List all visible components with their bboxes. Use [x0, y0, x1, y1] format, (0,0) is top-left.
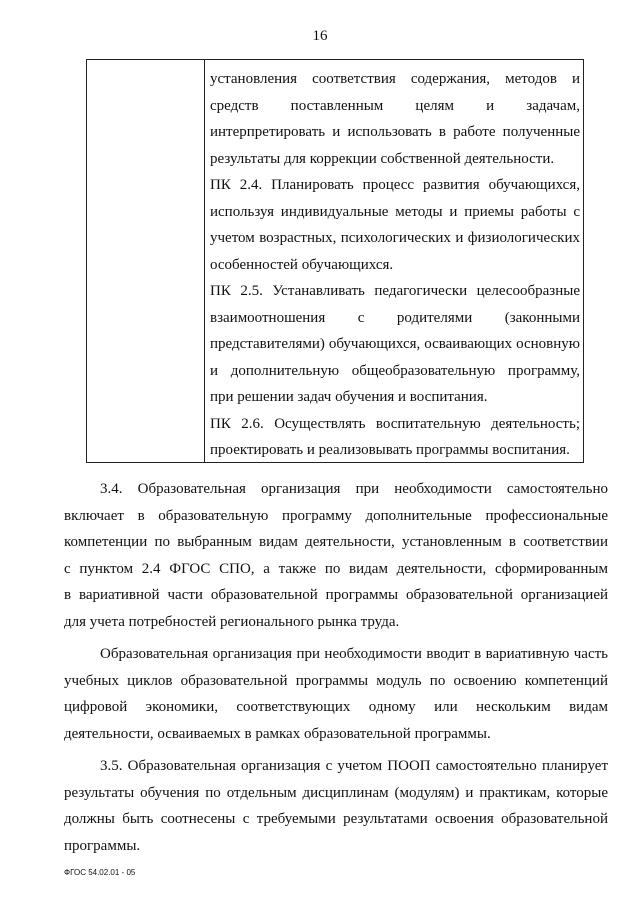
paragraph-3-4 [64, 476, 608, 635]
paragraph-line: для учета потребностей регионального рынка труда. [64, 613, 400, 630]
paragraph-line: включает в образовательную программу дополнительные профессиональные [64, 507, 608, 524]
document-code-footer: ФГОС 54.02.01 - 05 [64, 868, 136, 877]
paragraph-line: в вариативной части образовательной программы образовательной организацией [64, 587, 608, 603]
table-cell-competencies [210, 66, 580, 464]
page-number: 16 [312, 28, 328, 44]
competency-table [86, 59, 584, 463]
table-line: установления соответствия содержания, методов и [210, 71, 580, 87]
paragraph-line: 3.5. Образовательная организация с учетом ПООП самостоятельно планирует [100, 758, 608, 774]
table-line: ПК 2.6. Осуществлять воспитательную деятельность; [210, 415, 580, 432]
paragraph-line: компетенции по выбранным видам деятельности, установленным в соответствии [64, 534, 608, 550]
paragraph-line: Образовательная организация при необходимости вводит в вариативную часть [100, 646, 608, 662]
paragraph-line: должны быть соотнесены с требуемыми результатами освоения образовательной [64, 811, 608, 827]
table-line: используя индивидуальные методы и приемы работы с [210, 203, 580, 220]
table-line: проектировать и реализовывать программы воспитания. [210, 442, 570, 458]
paragraph-line: программы. [64, 837, 141, 854]
paragraph-line: результаты обучения по отдельным дисциплинам (модулям) и практикам, которые [64, 784, 608, 801]
paragraph-digital-economy [64, 641, 608, 747]
paragraph-line: цифровой экономики, соответствующих одному или нескольким видам [64, 699, 608, 715]
paragraph-line: учебных циклов образовательной программы модуль по освоению компетенций [64, 672, 608, 689]
table-line: при решении задач обучения и воспитания. [210, 389, 488, 405]
table-line: результаты для коррекции собственной деятельности. [210, 150, 555, 167]
table-line: интерпретировать и использовать в работе полученные [210, 124, 580, 140]
paragraph-line: 3.4. Образовательная организация при необходимости самостоятельно [100, 481, 608, 497]
paragraph-line: с пунктом 2.4 ФГОС СПО, а также по видам деятельности, сформированным [64, 560, 608, 577]
paragraph-line: деятельности, осваиваемых в рамках образовательной программы. [64, 725, 491, 742]
table-line: особенностей обучающихся. [210, 256, 394, 273]
table-line: взаимоотношения с родителями (законными [210, 309, 580, 326]
paragraph-3-5 [64, 753, 608, 859]
table-line: представителями) обучающихся, осваивающих основную [210, 336, 580, 352]
table-column-divider [204, 60, 205, 462]
table-line: средств поставленным целям и задачам, [210, 97, 580, 114]
table-line: учетом возрастных, психологических и физиологических [210, 230, 580, 246]
table-line: ПК 2.4. Планировать процесс развития обучающихся, [210, 177, 580, 193]
body-text [64, 476, 608, 859]
table-line: и дополнительную общеобразовательную программу, [210, 362, 580, 379]
table-line: ПК 2.5. Устанавливать педагогически целесообразные [210, 283, 580, 299]
